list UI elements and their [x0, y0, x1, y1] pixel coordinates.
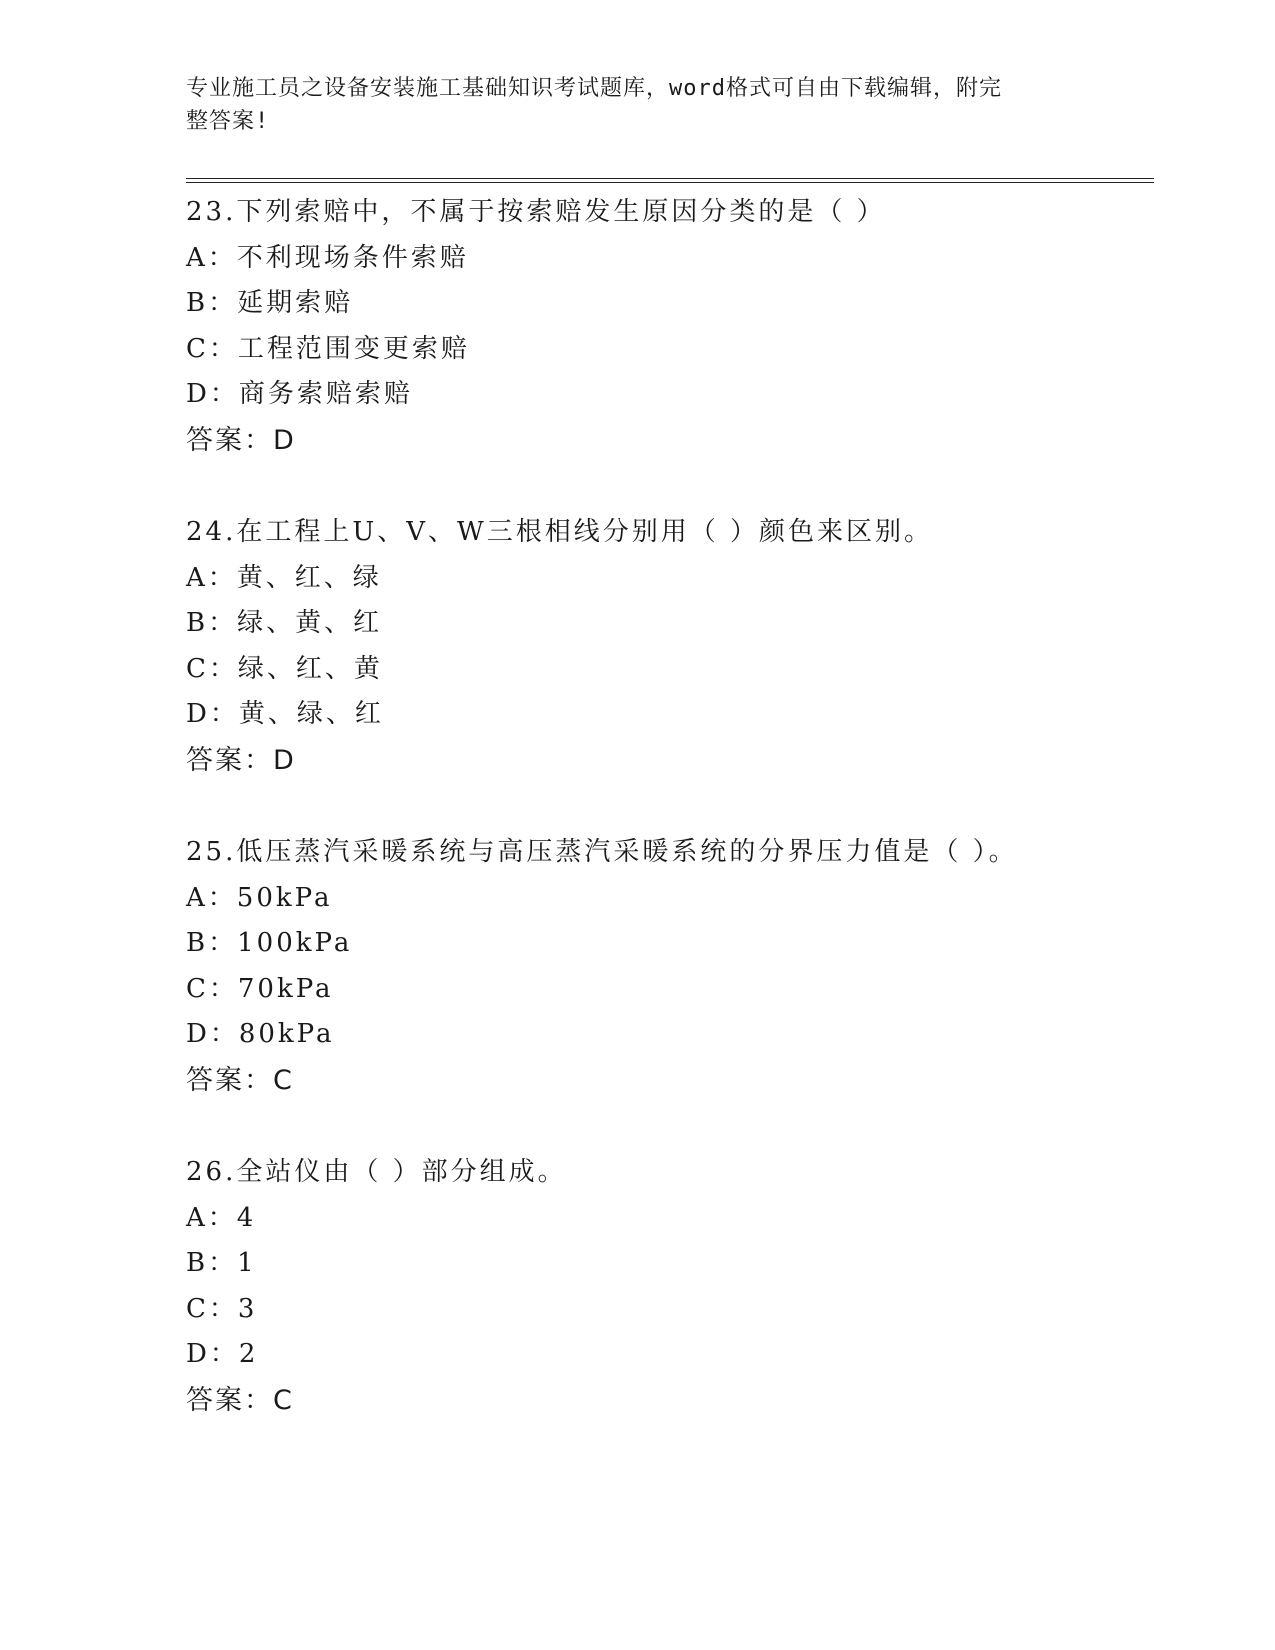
answer-line: 答案：D	[186, 744, 296, 776]
question-23	[186, 190, 1154, 463]
option-d: D：黄、绿、红	[186, 699, 384, 729]
option-d: D：商务索赔索赔	[186, 379, 413, 409]
option-c: C：70kPa	[186, 973, 334, 1004]
header-line-2: 整答案!	[186, 109, 270, 134]
answer-line: 答案：C	[186, 1384, 294, 1416]
question-26	[186, 1150, 1154, 1423]
question-25	[186, 830, 1154, 1103]
option-a: A：4	[186, 1202, 257, 1233]
question-stem: 26.全站仪由（ ）部分组成。	[186, 1157, 567, 1187]
option-c: C：绿、红、黄	[186, 653, 383, 684]
option-a: A：不利现场条件索赔	[186, 242, 469, 273]
option-b: B：100kPa	[186, 928, 353, 958]
option-d: D：80kPa	[186, 1019, 335, 1049]
option-a: A：50kPa	[186, 882, 333, 913]
question-list	[186, 190, 1154, 1470]
answer-line: 答案：C	[186, 1064, 294, 1096]
question-stem: 25.低压蒸汽采暖系统与高压蒸汽采暖系统的分界压力值是（ ）。	[186, 837, 1018, 867]
header-divider	[186, 178, 1154, 183]
option-b: B：绿、黄、红	[186, 608, 383, 638]
option-d: D：2	[186, 1339, 259, 1369]
question-24	[186, 510, 1154, 783]
document-header	[186, 72, 1066, 138]
question-stem: 23.下列索赔中，不属于按索赔发生原因分类的是（ ）	[186, 197, 886, 227]
question-stem: 24.在工程上U、V、W三根相线分别用（ ）颜色来区别。	[186, 517, 934, 547]
option-c: C：工程范围变更索赔	[186, 333, 470, 364]
option-b: B：延期索赔	[186, 288, 354, 318]
option-c: C：3	[186, 1293, 258, 1324]
header-line-1: 专业施工员之设备安装施工基础知识考试题库，word格式可自由下载编辑，附完	[186, 76, 1002, 101]
answer-line: 答案：D	[186, 424, 296, 456]
option-b: B：1	[186, 1248, 257, 1278]
option-a: A：黄、红、绿	[186, 562, 382, 593]
